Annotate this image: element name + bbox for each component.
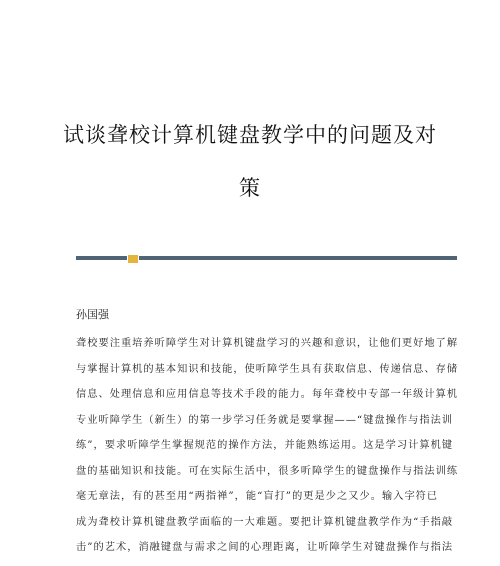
body-line: 成为聋校计算机键盘教学面临的一大难题。要把计算机键盘教学作为“手指敲 (76, 516, 454, 528)
body-line: 击”的艺术，消融键盘与需求之间的心理距离，让听障学生对键盘操作与指法 (76, 542, 454, 553)
body-line: 专业听障学生（新生）的第一步学习任务就是要掌握——“键盘操作与指法训 (76, 414, 454, 426)
body-line: 练”，要求听障学生掌握规范的操作方法，并能熟练运用。这是学习计算机键 (76, 440, 454, 451)
body-line: 聋校要注重培养听障学生对计算机键盘学习的兴趣和意识，让他们更好地了解 (76, 338, 459, 349)
body-line: 与掌握计算机的基本知识和技能，使听障学生具有获取信息、传递信息、存储 (76, 363, 459, 375)
body-paragraph (76, 336, 459, 566)
divider-badge-icon (127, 254, 139, 264)
body-line: 盘的基础知识和技能。可在实际生活中，很多听障学生的键盘操作与指法训练 (76, 465, 459, 477)
document-title-line-2: 策 (239, 176, 261, 200)
document-title-line-1: 试谈聋校计算机键盘教学中的问题及对 (63, 123, 437, 147)
author-name: 孙国强 (76, 308, 109, 321)
body-line: 信息、处理信息和应用信息等技术手段的能力。每年聋校中专部一年级计算机 (76, 389, 459, 400)
body-line: 毫无章法，有的甚至用“两指禅”，能“盲打”的更是少之又少。输入字符已 (76, 491, 439, 502)
